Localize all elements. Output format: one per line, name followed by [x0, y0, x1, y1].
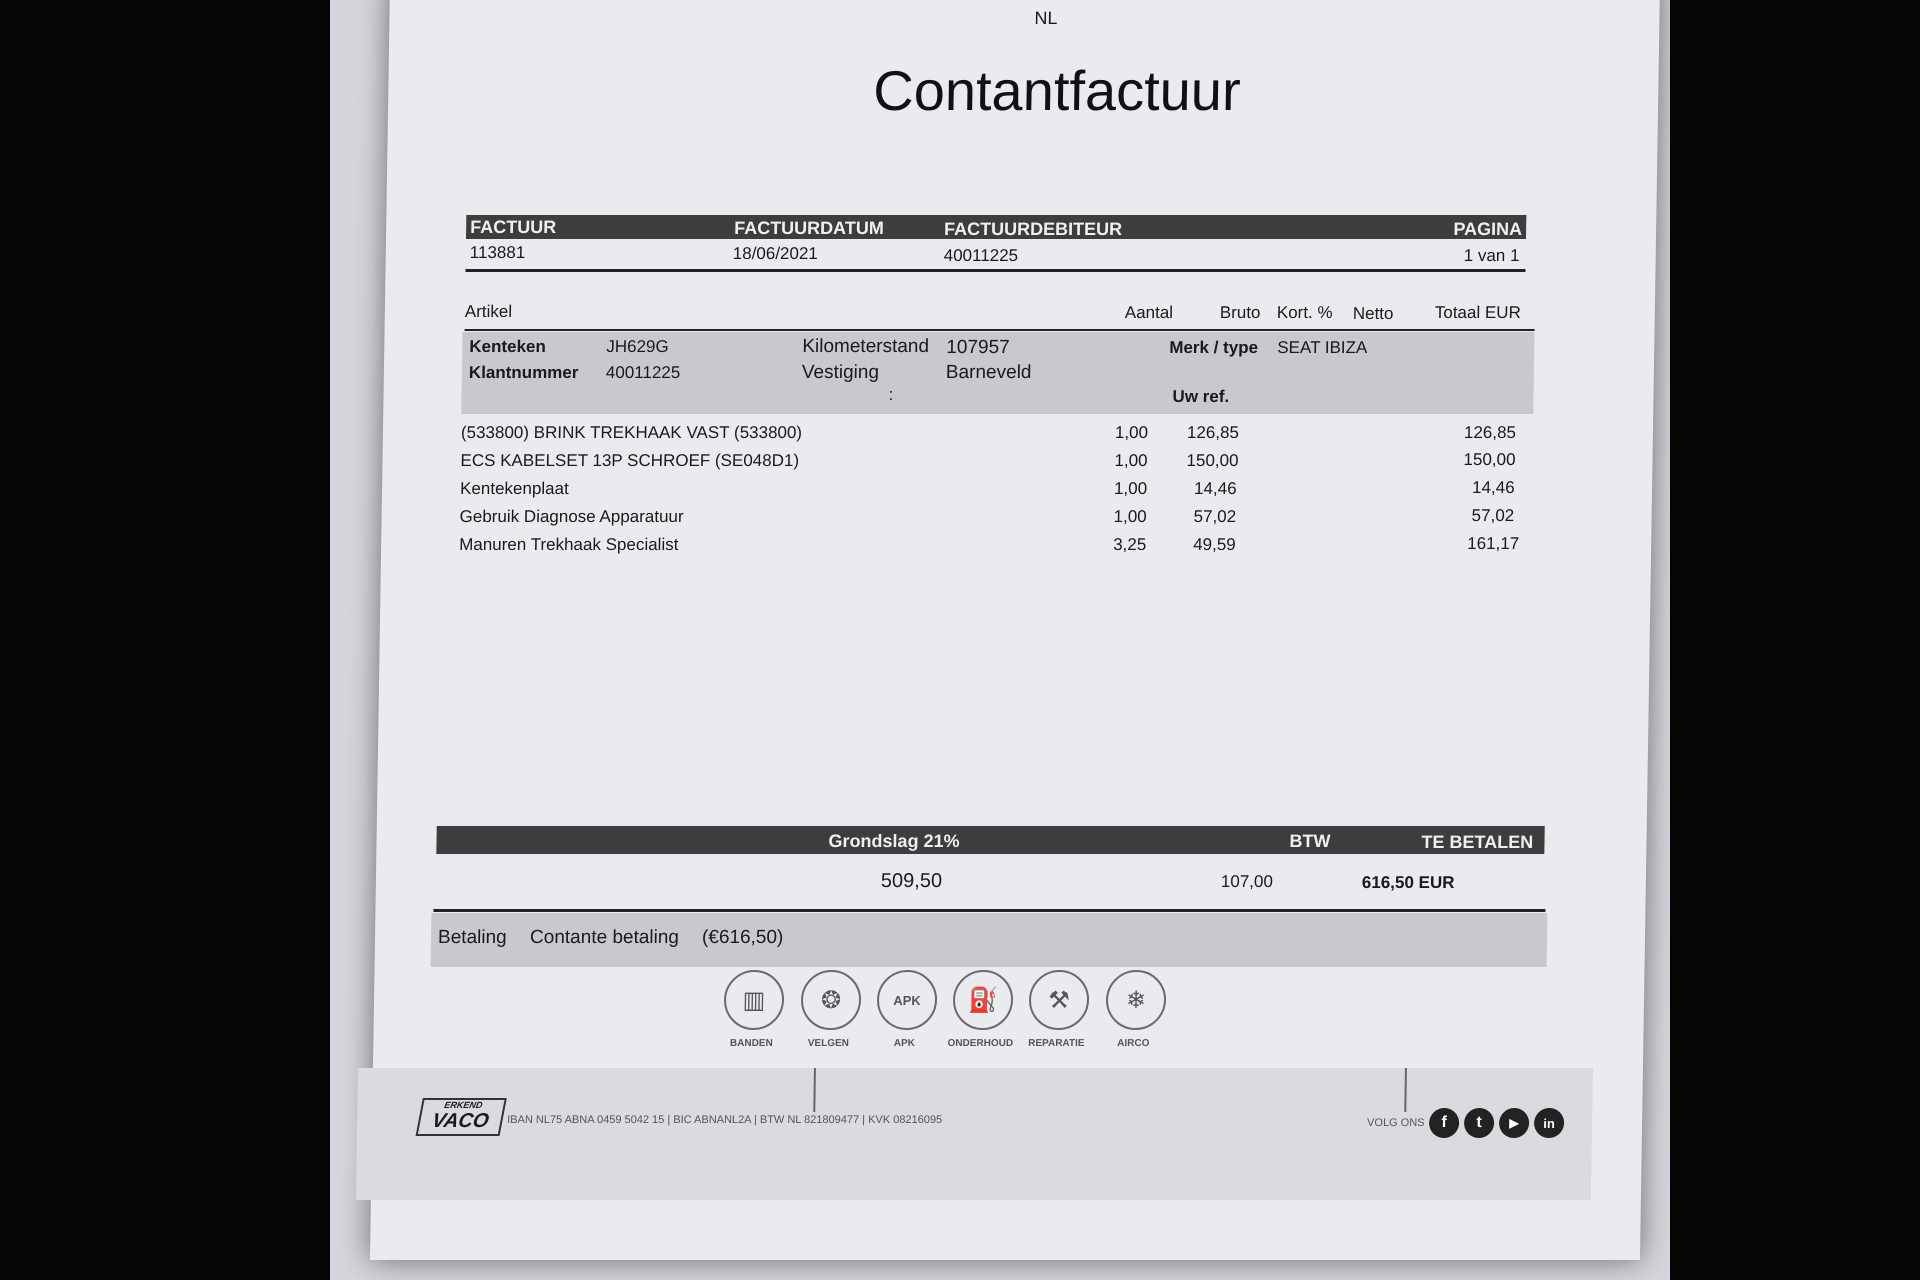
line-gross: 126,85: [1186, 423, 1240, 442]
tire-glyph: ▥: [742, 986, 766, 1014]
line-total: 57,02: [1471, 506, 1515, 525]
ref-colon: :: [888, 385, 894, 404]
invoice-header-bar: [466, 215, 1526, 239]
make-label: Merk / type: [1169, 338, 1259, 357]
column-discount: Kort. %: [1276, 303, 1333, 322]
line-gross: 14,46: [1193, 479, 1237, 498]
customer-label: Klantnummer: [468, 363, 579, 382]
payment-label: Betaling: [437, 927, 507, 948]
line-article: ECS KABELSET 13P SCHROEF (SE048D1): [460, 451, 800, 470]
service-label: BANDEN: [729, 1038, 773, 1049]
column-quantity: Aantal: [1124, 303, 1174, 322]
payment-band: [431, 913, 1548, 967]
apk-icon: [877, 970, 938, 1030]
vat-label: BTW: [1289, 831, 1331, 851]
oilcan-icon: [953, 970, 1014, 1030]
payment-amount: (€616,50): [701, 927, 784, 948]
repair-glyph: ⚒: [1048, 986, 1070, 1014]
mileage-value: 107957: [946, 337, 1010, 358]
facebook-icon[interactable]: [1429, 1108, 1459, 1138]
youtube-glyph: ▶: [1509, 1116, 1519, 1130]
make-value: SEAT IBIZA: [1277, 338, 1368, 357]
header-rule: [465, 269, 1525, 272]
base-label: Grondslag 21%: [828, 831, 960, 851]
invoice-label: FACTUUR: [470, 217, 557, 237]
page-number: 1 van 1: [1463, 246, 1520, 265]
vaco-logo: [416, 1098, 507, 1136]
amount-due: 616,50 EUR: [1361, 873, 1455, 892]
plate-label: Kenteken: [469, 337, 546, 356]
invoice-debtor: 40011225: [943, 246, 1019, 265]
twitter-icon[interactable]: [1464, 1108, 1494, 1138]
line-quantity: 3,25: [1113, 535, 1147, 554]
branch-label: Vestiging: [801, 362, 880, 383]
service-label: VELGEN: [807, 1038, 849, 1049]
column-gross: Bruto: [1219, 303, 1261, 322]
service-label: ONDERHOUD: [947, 1038, 1014, 1049]
reference-label: Uw ref.: [1172, 387, 1230, 406]
tire-icon: [724, 970, 785, 1030]
page-label: PAGINA: [1453, 219, 1523, 239]
line-gross: 57,02: [1193, 507, 1237, 526]
line-gross: 150,00: [1186, 451, 1239, 470]
youtube-icon[interactable]: [1499, 1108, 1529, 1138]
language-code: NL: [1034, 8, 1058, 28]
totals-rule: [433, 909, 1545, 912]
payment-method: Contante betaling: [529, 927, 680, 948]
line-gross: 49,59: [1193, 535, 1236, 554]
service-label: APK: [893, 1038, 915, 1049]
line-total: 126,85: [1463, 423, 1517, 442]
twitter-glyph: t: [1476, 1114, 1482, 1131]
column-article: Artikel: [464, 302, 513, 321]
invoice-number: 113881: [469, 243, 526, 262]
line-quantity: 1,00: [1114, 423, 1149, 442]
page-footer: [356, 1068, 1593, 1200]
invoice-page: [370, 0, 1660, 1260]
document-title: Contantfactuur: [872, 59, 1242, 122]
linkedin-icon[interactable]: [1534, 1108, 1564, 1138]
footer-divider-left: [813, 1068, 816, 1112]
invoice-debtor-label: FACTUURDEBITEUR: [943, 219, 1123, 239]
bank-details: IBAN NL75 ABNA 0459 5042 15 | BIC ABNANL2A | BTW NL 821809477 | KVK 08216095: [507, 1114, 943, 1126]
service-label: AIRCO: [1117, 1038, 1150, 1049]
line-quantity: 1,00: [1114, 451, 1148, 470]
apk-glyph: APK: [893, 992, 921, 1008]
facebook-glyph: f: [1441, 1114, 1447, 1131]
footer-divider-right: [1404, 1068, 1407, 1112]
column-net: Netto: [1352, 304, 1394, 323]
mileage-label: Kilometerstand: [802, 336, 930, 357]
oilcan-glyph: ⛽: [967, 986, 999, 1014]
vat-amount: 107,00: [1220, 872, 1274, 891]
line-article: Kentekenplaat: [459, 479, 569, 498]
snowflake-icon: [1106, 970, 1167, 1030]
rim-glyph: ❂: [820, 986, 842, 1014]
totals-header-bar: [436, 826, 1544, 854]
line-total: 14,46: [1471, 478, 1515, 497]
snowflake-glyph: ❄: [1125, 986, 1147, 1014]
plate-value: JH629G: [606, 337, 669, 356]
line-article: (533800) BRINK TREKHAAK VAST (533800): [460, 423, 803, 442]
column-total: Totaal EUR: [1434, 303, 1521, 322]
line-article: Gebruik Diagnose Apparatuur: [459, 507, 684, 526]
line-quantity: 1,00: [1113, 507, 1147, 526]
amount-due-label: TE BETALEN: [1421, 832, 1534, 852]
vaco-logo-subtitle: ERKEND: [443, 1100, 484, 1110]
line-quantity: 1,00: [1113, 479, 1148, 498]
customer-value: 40011225: [605, 363, 681, 382]
invoice-date: 18/06/2021: [732, 244, 819, 263]
follow-us-label: VOLG ONS: [1367, 1117, 1425, 1129]
line-total: 161,17: [1467, 534, 1520, 553]
invoice-date-label: FACTUURDATUM: [734, 218, 884, 238]
repair-icon: [1029, 970, 1090, 1030]
line-article: Manuren Trekhaak Specialist: [459, 535, 679, 554]
line-total: 150,00: [1463, 450, 1516, 469]
service-label: REPARATIE: [1028, 1038, 1085, 1049]
base-amount: 509,50: [880, 870, 943, 892]
branch-value: Barneveld: [945, 362, 1032, 383]
rim-icon: [801, 970, 862, 1030]
column-rule: [465, 329, 1535, 331]
linkedin-glyph: in: [1543, 1115, 1555, 1131]
vaco-logo-text: VACO: [430, 1110, 491, 1132]
